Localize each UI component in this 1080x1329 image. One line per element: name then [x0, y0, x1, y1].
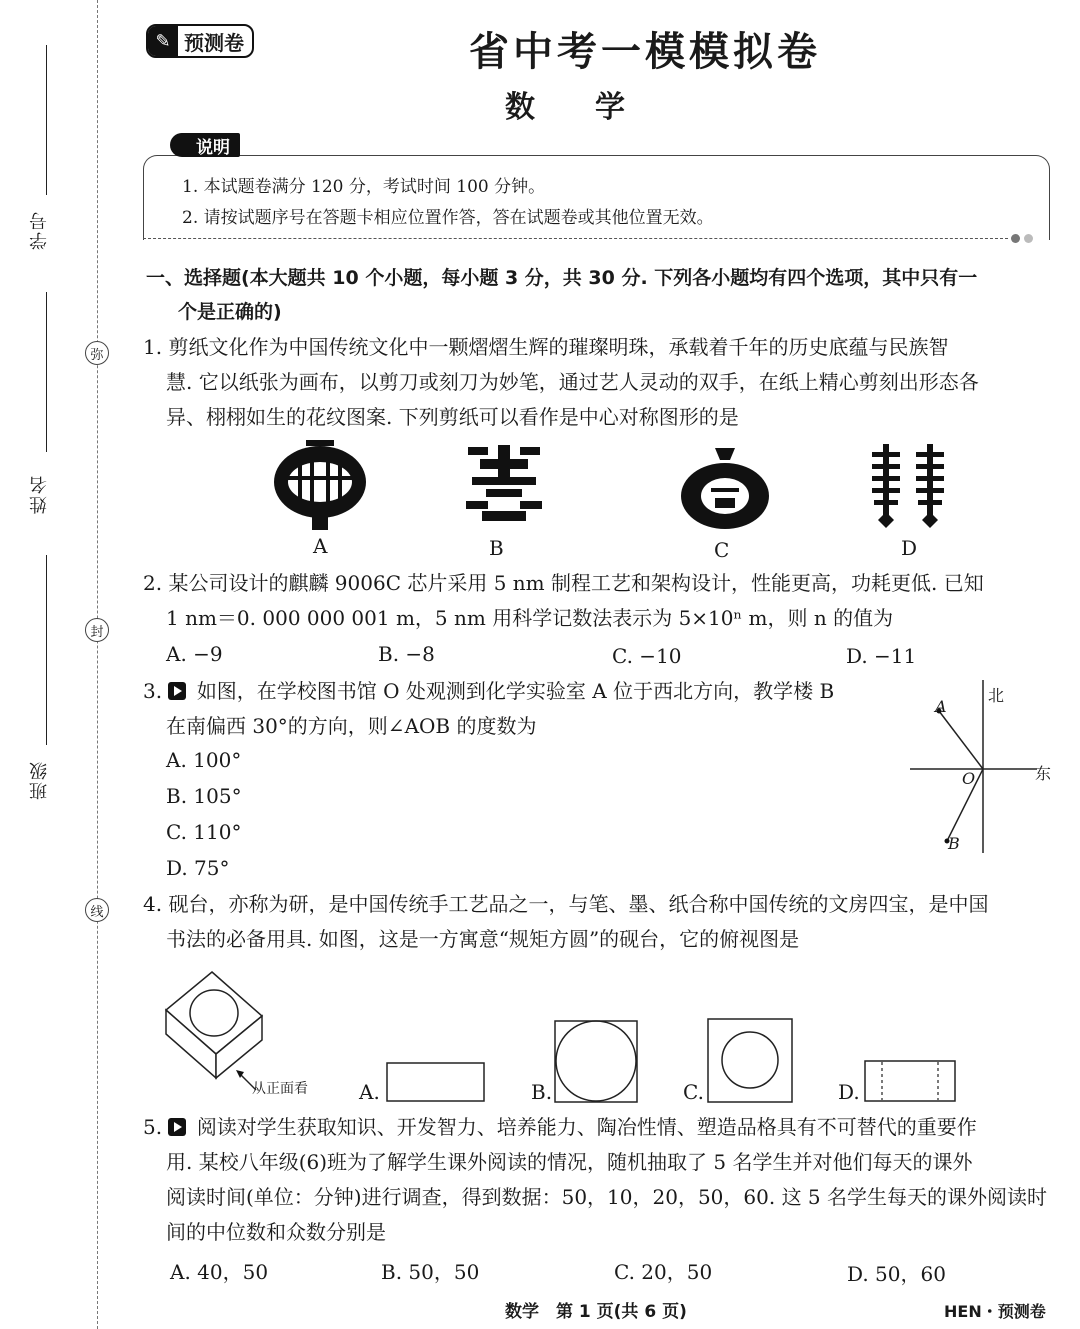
divider-dot — [1024, 234, 1033, 243]
answer-option: A. 40，50 — [170, 1260, 269, 1284]
class-label: 班级 — [29, 760, 50, 800]
answer-option: C. −10 — [612, 644, 682, 668]
subject-title: 数学 — [505, 90, 685, 125]
class-line — [46, 555, 47, 745]
answer-option: B. 105° — [166, 784, 242, 808]
point-a-label: A — [935, 697, 947, 716]
badge-label: 预测卷 — [184, 30, 244, 55]
question-3-line: 如图，在学校图书馆 O 处观测到化学实验室 A 位于西北方向，教学楼 B — [196, 679, 835, 703]
page-number: 数学 第 1 页(共 6 页) — [505, 1302, 687, 1322]
footer-code: HEN・预测卷 — [944, 1302, 1046, 1321]
point-o-label: O — [962, 769, 976, 788]
answer-option: B. 50，50 — [381, 1260, 480, 1284]
option-d-figure — [864, 1060, 958, 1104]
lantern-papercut-image — [270, 440, 370, 530]
question-1-text: 慧. 它以纸张为画布，以剪刀或刻刀为妙笔，通过艺人灵动的双手，在纸上精心剪刻出形态各 — [166, 370, 979, 394]
note-item: 2. 请按试题序号在答题卡相应位置作答，答在试题卷或其他位置无效。 — [182, 208, 714, 228]
answer-option: D. — [838, 1080, 860, 1104]
question-3-text: 在南偏西 30°的方向，则∠AOB 的度数为 — [166, 714, 537, 738]
option-label: C — [714, 538, 730, 562]
notes-divider — [143, 238, 1008, 239]
answer-option: C. — [683, 1080, 704, 1104]
binding-margin-line — [97, 0, 98, 1329]
video-play-icon[interactable] — [168, 1118, 186, 1136]
answer-option: C. 110° — [166, 820, 242, 844]
magnifier-icon — [172, 133, 194, 155]
section-heading: 个是正确的) — [178, 301, 282, 323]
name-line — [46, 292, 47, 452]
east-label: 东 — [1035, 764, 1052, 783]
question-5-line: 阅读对学生获取知识、开发智力、培养能力、陶冶性情、塑造品格具有不可替代的重要作 — [196, 1115, 977, 1139]
question-5-text — [143, 1110, 977, 1145]
seal-char: 线 — [85, 898, 109, 922]
page-title: 省中考一模模拟卷 — [469, 29, 821, 75]
answer-option: D. 75° — [166, 856, 230, 880]
front-view-label: 从正面看 — [252, 1081, 308, 1097]
pen-icon: ✎ — [148, 26, 178, 56]
notes-tag: 说明 — [170, 133, 240, 157]
question-3-text — [143, 674, 834, 709]
question-5-text: 用. 某校八年级(6)班为了解学生课外阅读的情况，随机抽取了 5 名学生并对他们每天的课外 — [166, 1150, 973, 1174]
answer-option: C. 20，50 — [614, 1260, 713, 1284]
point-b-label: B — [948, 834, 960, 853]
divider-dot — [1011, 234, 1020, 243]
answer-option: A. 100° — [166, 748, 242, 772]
answer-option: D. 50，60 — [847, 1262, 946, 1286]
question-2-text: 1 nm＝0. 000 000 001 m，5 nm 用科学记数法表示为 5×10ⁿ m，则 n 的值为 — [166, 606, 894, 630]
answer-option: B. — [531, 1080, 553, 1104]
seal-char: 封 — [85, 618, 109, 642]
north-label: 北 — [988, 686, 1005, 705]
money-bag-papercut-image — [680, 444, 770, 530]
direction-diagram — [905, 675, 1055, 860]
option-a-figure — [386, 1062, 486, 1104]
note-item: 1. 本试题卷满分 120 分，考试时间 100 分钟。 — [182, 177, 546, 197]
seal-char: 弥 — [85, 341, 109, 365]
option-label: D — [901, 536, 918, 560]
seat-no-label: 学号 — [29, 210, 50, 250]
option-label: A — [313, 534, 328, 558]
option-c-figure — [707, 1018, 795, 1104]
section-heading: 一、选择题(本大题共 10 个小题，每小题 3 分，共 30 分. 下列各小题均有四个选项，其中只有一 — [146, 267, 978, 289]
question-2-text: 2. 某公司设计的麒麟 9006C 芯片采用 5 nm 制程工艺和架构设计，性能更高，功耗更低. 已知 — [143, 571, 984, 595]
answer-option: D. −11 — [846, 644, 917, 668]
option-label: B — [489, 536, 504, 560]
answer-option: B. −8 — [378, 642, 435, 666]
question-4-text: 4. 砚台，亦称为研，是中国传统手工艺品之一，与笔、墨、纸合称中国传统的文房四宝，是中国 — [143, 892, 989, 916]
name-label: 姓名 — [29, 474, 50, 514]
question-5-text: 阅读时间(单位：分钟)进行调查，得到数据：50，10，20，50，60. 这 5 名学生每天的课外阅读时 — [166, 1185, 1048, 1209]
inkstone-3d-figure — [160, 968, 270, 1096]
question-1-text: 1. 剪纸文化作为中国传统文化中一颗熠熠生辉的璀璨明珠，承载着千年的历史底蕴与民族智 — [143, 335, 949, 359]
answer-option: A. −9 — [166, 642, 223, 666]
fish-papercut-image — [866, 444, 950, 530]
question-4-text: 书法的必备用具. 如图，这是一方寓意“规矩方圆”的砚台，它的俯视图是 — [166, 927, 800, 951]
option-b-figure — [554, 1020, 640, 1104]
question-1-text: 异、栩栩如生的花纹图案. 下列剪纸可以看作是中心对称图形的是 — [166, 405, 739, 429]
question-5-text: 间的中位数和众数分别是 — [166, 1220, 386, 1244]
answer-option: A. — [359, 1080, 380, 1104]
question-number: 5. — [143, 1115, 163, 1139]
pattern-papercut-image — [462, 445, 546, 523]
question-number: 3. — [143, 679, 163, 703]
video-play-icon[interactable] — [168, 682, 186, 700]
